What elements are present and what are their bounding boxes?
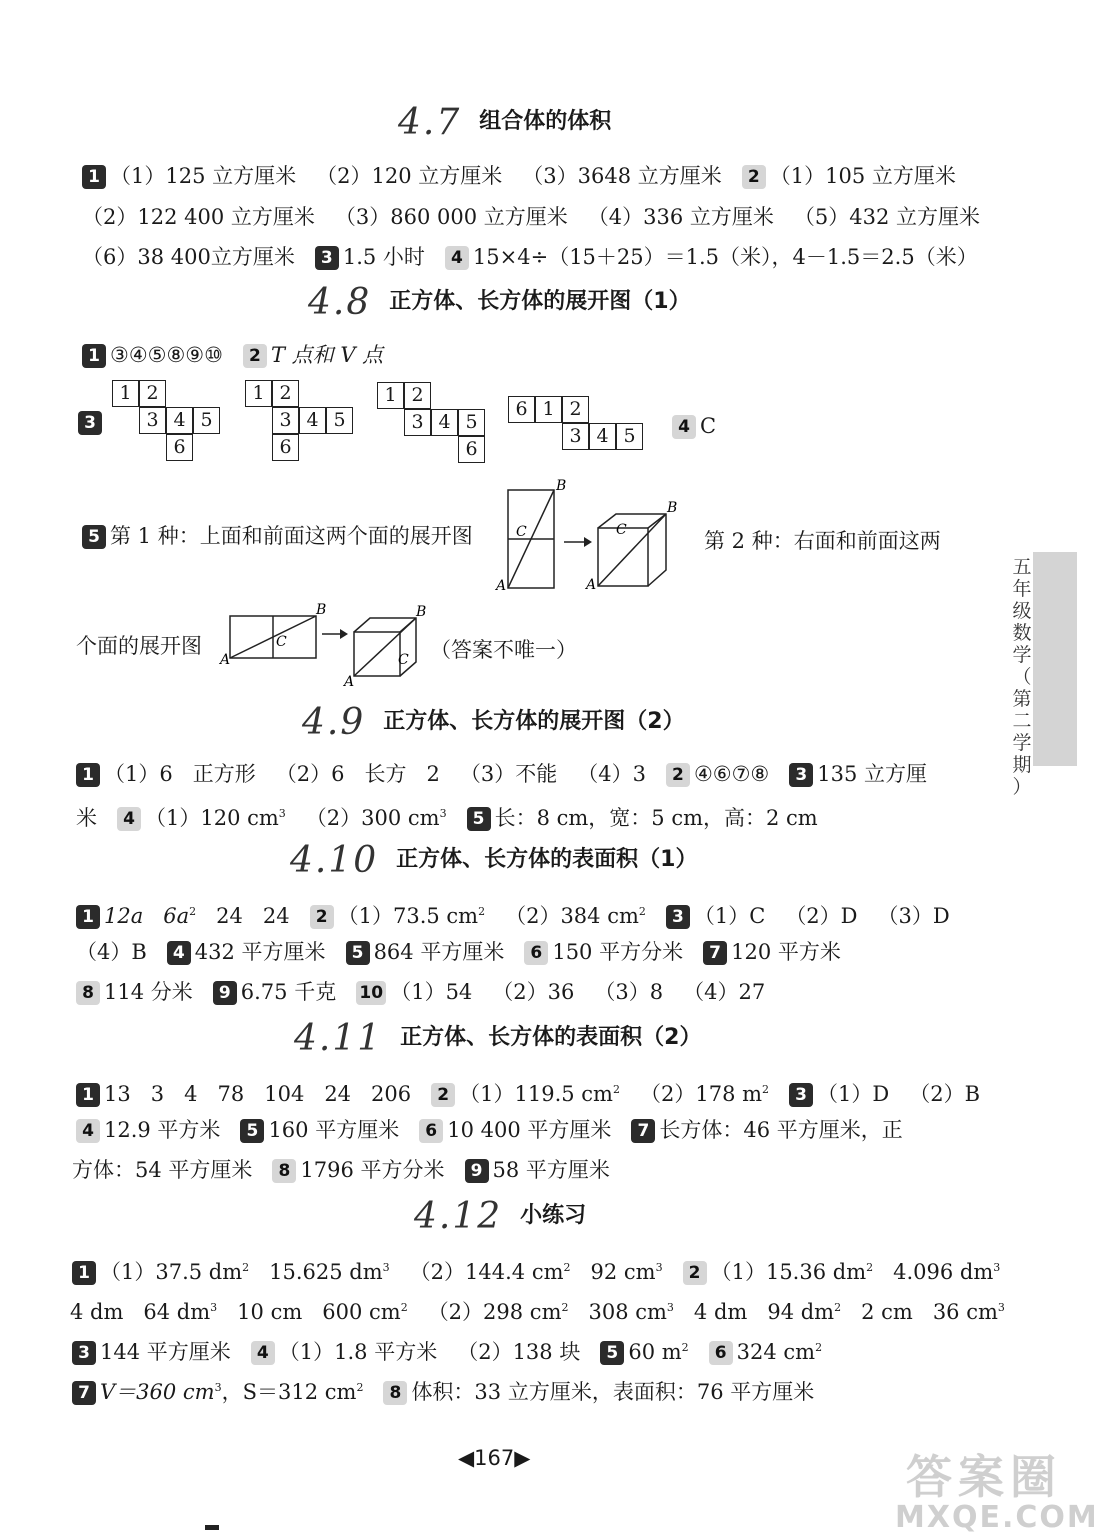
side-char: 二 <box>1012 710 1032 732</box>
answer-line <box>72 1156 610 1184</box>
answer-text: 144 平方厘米 <box>100 1340 231 1364</box>
answer-text: 324 cm <box>736 1340 816 1364</box>
answer-text: 第 2 种：右面和前面这两 <box>704 529 941 553</box>
net-face: 5 <box>193 407 220 434</box>
side-char: 五 <box>1012 556 1032 578</box>
superscript: 3 <box>993 1261 1001 1274</box>
question-badge: 8 <box>272 1159 296 1183</box>
answer-text: （4）B <box>76 940 147 964</box>
answer-text: 308 cm <box>588 1300 667 1324</box>
answer-text: （2）178 m <box>639 1082 763 1106</box>
answer-text: 92 cm <box>590 1260 656 1284</box>
question-badge: 7 <box>631 1119 655 1143</box>
answer-text: 3 <box>150 1082 165 1106</box>
net-face: 4 <box>589 423 616 450</box>
watermark-logo <box>895 1450 1099 1535</box>
question-badge: 5 <box>82 525 106 549</box>
answer-text: （3）D <box>877 904 950 928</box>
answer-text: 2 cm <box>861 1300 913 1324</box>
question-badge: 4 <box>445 246 469 270</box>
superscript: 2 <box>815 1341 823 1354</box>
net-face: 2 <box>272 380 299 407</box>
net-face: 2 <box>562 396 589 423</box>
unfold-diagram-1 <box>492 478 702 598</box>
question-badge: 2 <box>666 763 690 787</box>
answer-text: （1）105 立方厘米 <box>769 164 956 188</box>
answer-text: （2）138 块 <box>457 1340 581 1364</box>
net-face: 3 <box>404 409 431 436</box>
question-badge: 2 <box>310 905 334 929</box>
side-char: 第 <box>1012 688 1032 710</box>
question-badge: 6 <box>419 1119 443 1143</box>
question-badge: 7 <box>703 941 727 965</box>
net-face: 6 <box>272 434 299 461</box>
watermark-text: 答案圈 <box>906 1450 1062 1504</box>
answer-line <box>82 243 978 271</box>
superscript: 2 <box>189 905 197 918</box>
question-badge: 3 <box>666 905 690 929</box>
answer-text: 长方 <box>364 762 407 786</box>
section-number: 4.9 <box>302 702 366 743</box>
answer-text: （6）38 400立方厘米 <box>82 245 295 269</box>
question-badge: 6 <box>709 1341 733 1365</box>
question-badge: 1 <box>82 165 106 189</box>
answer-text: 78 <box>217 1082 245 1106</box>
question-badge: 8 <box>383 1381 407 1405</box>
section-number: 4.10 <box>290 840 379 881</box>
answer-text: 104 <box>264 1082 305 1106</box>
answer-text: 94 dm <box>767 1300 835 1324</box>
answer-text: 600 cm <box>322 1300 401 1324</box>
point-label-a: A <box>586 577 597 593</box>
answer-text: V＝360 cm <box>100 1380 215 1404</box>
unfold-diagram-2 <box>218 598 430 690</box>
side-char: 级 <box>1012 600 1032 622</box>
answer-line <box>76 938 841 966</box>
net-face: 4 <box>299 407 326 434</box>
side-char: （ <box>1012 666 1032 688</box>
question-badge: 1 <box>76 763 100 787</box>
answer-text: （2）384 cm <box>505 904 639 928</box>
answer-text: （2）120 立方厘米 <box>316 164 503 188</box>
answer-line <box>82 162 956 190</box>
net-face: 6 <box>166 434 193 461</box>
section-title: 正方体、长方体的表面积（1） <box>396 847 698 872</box>
answer-text: （2）298 cm <box>427 1300 562 1324</box>
side-label <box>1002 556 1042 798</box>
net-face: 2 <box>404 382 431 409</box>
side-char: 学 <box>1012 644 1032 666</box>
net-face: 2 <box>139 380 166 407</box>
answer-text: （1）37.5 dm <box>100 1260 243 1284</box>
superscript: 3 <box>439 807 447 820</box>
net-face: 1 <box>112 380 139 407</box>
section-heading-4-11 <box>294 1018 701 1059</box>
answer-text: T 点和 V 点 <box>270 343 384 367</box>
answer-text: （1）120 cm <box>145 806 279 830</box>
net-face: 5 <box>616 423 643 450</box>
net-face: 5 <box>458 409 485 436</box>
answer-text: 12.9 平方米 <box>104 1118 221 1142</box>
question-badge: 4 <box>167 941 191 965</box>
question-badge: 9 <box>213 981 237 1005</box>
answer-text: 1.5 小时 <box>342 245 425 269</box>
answer-text: （1）D <box>817 1082 890 1106</box>
answer-text: 150 平方分米 <box>552 940 684 964</box>
answer-text: （1）119.5 cm <box>459 1082 613 1106</box>
answer-line <box>76 632 202 660</box>
section-title: 正方体、长方体的表面积（2） <box>400 1025 702 1050</box>
answer-text: ，S＝312 cm <box>221 1380 357 1404</box>
section-heading-4-9 <box>302 702 685 743</box>
section-number: 4.11 <box>294 1018 383 1059</box>
superscript: 2 <box>866 1261 874 1274</box>
answer-line <box>76 978 765 1006</box>
page-mark <box>205 1525 219 1530</box>
point-label-b: B <box>667 500 678 516</box>
answer-text: 36 cm <box>932 1300 998 1324</box>
answer-line <box>82 341 383 369</box>
net-face: 4 <box>166 407 193 434</box>
answer-text: （1）C <box>693 904 766 928</box>
answer-text: （3）不能 <box>459 762 558 786</box>
side-char: 年 <box>1012 578 1032 600</box>
point-label-a: A <box>220 652 231 668</box>
answer-line <box>82 203 980 231</box>
question-badge: 5 <box>467 807 491 831</box>
superscript: 2 <box>478 905 486 918</box>
section-title: 正方体、长方体的展开图（1） <box>389 289 691 314</box>
answer-line <box>76 898 950 930</box>
answer-text: （3）8 <box>594 980 664 1004</box>
answer-line <box>704 527 941 555</box>
superscript: 2 <box>242 1261 250 1274</box>
question-badge: 7 <box>72 1381 96 1405</box>
question-badge: 5 <box>600 1341 624 1365</box>
superscript: 2 <box>834 1301 842 1314</box>
answer-text: （3）3648 立方厘米 <box>522 164 722 188</box>
answer-text: 10 400 平方厘米 <box>447 1118 612 1142</box>
answer-line <box>82 522 473 550</box>
question-badge: 4 <box>672 415 696 439</box>
superscript: 2 <box>612 1083 620 1096</box>
superscript: 2 <box>762 1083 770 1096</box>
answer-text: 24 <box>262 904 290 928</box>
point-label-c: C <box>398 652 409 668</box>
superscript: 3 <box>382 1261 390 1274</box>
point-label-c: C <box>516 524 527 540</box>
answer-text: 4 dm <box>693 1300 748 1324</box>
answer-text: 24 <box>216 904 243 928</box>
section-title: 组合体的体积 <box>479 109 612 134</box>
answer-text: （4）27 <box>683 980 766 1004</box>
answer-text: 206 <box>371 1082 412 1106</box>
section-heading-4-10 <box>290 840 697 881</box>
section-title: 正方体、长方体的展开图（2） <box>383 709 685 734</box>
section-number: 4.12 <box>414 1196 503 1237</box>
side-char: 数 <box>1012 622 1032 644</box>
question-badge: 8 <box>76 981 100 1005</box>
superscript: 3 <box>655 1261 663 1274</box>
answer-text: 864 平方厘米 <box>373 940 505 964</box>
superscript: 3 <box>997 1301 1005 1314</box>
point-label-c: C <box>616 522 627 538</box>
watermark-url: MXQE.COM <box>895 1500 1099 1535</box>
answer-text: 15×4÷（15＋25）＝1.5（米），4－1.5＝2.5（米） <box>472 245 978 269</box>
answer-text: （2）122 400 立方厘米 <box>82 205 315 229</box>
answer-text: 24 <box>324 1082 352 1106</box>
question-badge: 4 <box>76 1119 100 1143</box>
answer-text: （答案不唯一） <box>430 638 577 662</box>
answer-text: 160 平方厘米 <box>268 1118 400 1142</box>
answer-text: 58 平方厘米 <box>492 1158 610 1182</box>
answer-text: 个面的展开图 <box>76 634 202 658</box>
side-char: ） <box>1012 776 1032 798</box>
net-face: 4 <box>431 409 458 436</box>
section-heading-4-7 <box>398 102 611 143</box>
net-face: 5 <box>326 407 353 434</box>
answer-text: 432 平方厘米 <box>194 940 326 964</box>
answer-text: （2）D <box>785 904 858 928</box>
side-char: 期 <box>1012 754 1032 776</box>
answer-line <box>76 800 818 832</box>
question-badge: 1 <box>76 1083 100 1107</box>
superscript: 3 <box>278 807 286 820</box>
answer-line <box>672 412 716 440</box>
answer-text: （2）300 cm <box>305 806 440 830</box>
question-badge: 5 <box>240 1119 264 1143</box>
answer-text: 64 dm <box>143 1300 211 1324</box>
question-badge: 1 <box>72 1261 96 1285</box>
answer-text: 120 平方米 <box>731 940 841 964</box>
superscript: 2 <box>638 905 646 918</box>
answer-text: （1）15.36 dm <box>710 1260 867 1284</box>
answer-text: （1）1.8 平方米 <box>278 1340 438 1364</box>
answer-text: （1）125 立方厘米 <box>110 164 297 188</box>
answer-text: 长方体：46 平方厘米，正 <box>659 1118 903 1142</box>
point-label-a: A <box>496 578 507 594</box>
answer-text: ③④⑤⑧⑨⑩ <box>110 343 223 367</box>
section-heading-4-12 <box>414 1196 586 1237</box>
answer-line <box>78 408 106 436</box>
answer-text: 12a <box>104 904 144 928</box>
superscript: 2 <box>563 1261 571 1274</box>
net-face: 3 <box>562 423 589 450</box>
superscript: 2 <box>681 1341 689 1354</box>
answer-text: （1）54 <box>390 980 473 1004</box>
answer-text: 6.75 千克 <box>240 980 337 1004</box>
answer-text: （4）336 立方厘米 <box>587 205 774 229</box>
superscript: 2 <box>400 1301 408 1314</box>
question-badge: 9 <box>465 1159 489 1183</box>
net-face: 3 <box>139 407 166 434</box>
answer-text: ④⑥⑦⑧ <box>693 762 770 786</box>
question-badge: 2 <box>683 1261 707 1285</box>
superscript: 2 <box>356 1381 364 1394</box>
answer-text: 1796 平方分米 <box>300 1158 445 1182</box>
question-badge: 1 <box>82 344 106 368</box>
answer-text: 正方形 <box>192 762 256 786</box>
section-number: 4.8 <box>308 282 372 323</box>
section-heading-4-8 <box>308 282 691 323</box>
question-badge: 2 <box>742 165 766 189</box>
question-badge: 3 <box>315 246 339 270</box>
answer-text: （1）73.5 cm <box>337 904 479 928</box>
answer-text: （2）36 <box>492 980 575 1004</box>
question-badge: 10 <box>356 981 386 1005</box>
net-face: 1 <box>245 380 272 407</box>
question-badge: 3 <box>72 1341 96 1365</box>
point-label-b: B <box>556 478 567 494</box>
superscript: 2 <box>561 1301 569 1314</box>
superscript: 3 <box>666 1301 674 1314</box>
question-badge: 2 <box>431 1083 455 1107</box>
point-label-c: C <box>276 634 287 650</box>
answer-line <box>76 760 927 788</box>
answer-text: 10 cm <box>237 1300 303 1324</box>
question-badge: 3 <box>789 1083 813 1107</box>
answer-text: 米 <box>76 806 97 830</box>
point-label-a: A <box>344 674 355 690</box>
net-face: 3 <box>272 407 299 434</box>
answer-text: （5）432 立方厘米 <box>793 205 981 229</box>
answer-text: （2）B <box>909 1082 981 1106</box>
answer-text: （2）6 <box>275 762 345 786</box>
point-label-b: B <box>316 602 327 618</box>
answer-text: （4）3 <box>577 762 646 786</box>
answer-text: （2）144.4 cm <box>409 1260 564 1284</box>
question-badge: 5 <box>346 941 370 965</box>
answer-line <box>430 636 577 664</box>
superscript: 3 <box>210 1301 218 1314</box>
question-badge: 1 <box>76 905 100 929</box>
answer-text: （1）6 <box>104 762 173 786</box>
answer-line <box>76 1076 980 1108</box>
answer-text: 方体：54 平方厘米 <box>72 1158 253 1182</box>
point-label-b: B <box>416 604 427 620</box>
answer-text: （3）860 000 立方厘米 <box>334 205 568 229</box>
answer-line <box>72 1254 1000 1286</box>
answer-text: 60 m <box>628 1340 682 1364</box>
answer-text: 13 <box>104 1082 131 1106</box>
answer-text: 135 立方厘 <box>817 762 928 786</box>
superscript: 3 <box>214 1381 222 1394</box>
answer-text: 6a <box>163 904 190 928</box>
answer-line <box>70 1294 1005 1326</box>
answer-text: 4 <box>184 1082 198 1106</box>
question-badge: 6 <box>524 941 548 965</box>
answer-text: 4 dm <box>70 1300 124 1324</box>
answer-text: 114 分米 <box>104 980 193 1004</box>
page-number: ◀167▶ <box>458 1446 531 1470</box>
section-number: 4.7 <box>398 102 462 143</box>
net-face: 6 <box>508 396 535 423</box>
answer-text: 2 <box>426 762 440 786</box>
question-badge: 3 <box>78 411 102 435</box>
section-title: 小练习 <box>520 1203 587 1228</box>
net-face: 1 <box>535 396 562 423</box>
question-badge: 2 <box>243 344 267 368</box>
answer-text: 4.096 dm <box>893 1260 994 1284</box>
answer-line <box>72 1334 822 1366</box>
answer-text: 第 1 种：上面和前面这两个面的展开图 <box>110 524 473 548</box>
answer-text: 长：8 cm，宽：5 cm，高：2 cm <box>494 806 818 830</box>
question-badge: 3 <box>789 763 813 787</box>
question-badge: 4 <box>251 1341 275 1365</box>
answer-text: C <box>700 414 717 438</box>
side-char: 学 <box>1012 732 1032 754</box>
answer-line <box>72 1374 814 1406</box>
answer-line <box>76 1116 903 1144</box>
net-face: 6 <box>458 436 485 463</box>
answer-text: 体积：33 立方厘米，表面积：76 平方厘米 <box>411 1380 815 1404</box>
net-face: 1 <box>377 382 404 409</box>
question-badge: 4 <box>117 807 141 831</box>
answer-text: 15.625 dm <box>269 1260 383 1284</box>
